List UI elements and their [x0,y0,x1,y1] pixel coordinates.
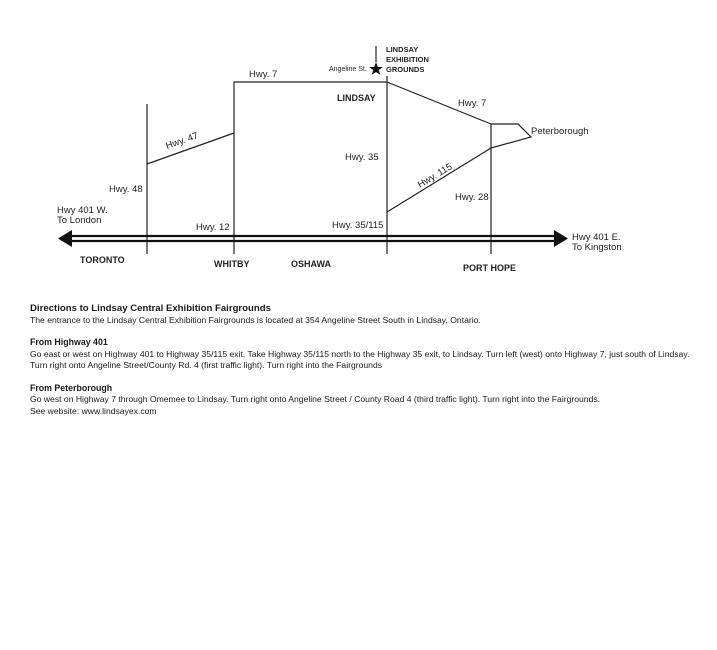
east-arrow-icon [554,230,568,247]
website-link[interactable]: See website: www.lindsayex.com [30,405,157,416]
port-hope-label: PORT HOPE [463,263,517,273]
hwy401e-label-2: To Kingston [572,242,622,253]
directions-title: Directions to Lindsay Central Exhibition Fairgrounds [30,303,271,314]
hwy401w-label-2: To London [57,215,102,226]
hwy401e-label-1: Hwy 401 E. [572,232,621,243]
lindsay-exhibition-label-1: LINDSAY [386,45,419,54]
from-highway-401-text: Go east or west on Highway 401 to Highway 35/115 exit. Take Highway 35/115 north to the Highway 35 exit, to Lindsay. Turn left (west) onto Highway 7, just south of Lindsay. Turn right onto Angeline Street/County Rd. 4 (first traffic light). Turn right into the Fairgrounds [30,348,690,370]
lindsay-exhibition-label-3: GROUNDS [386,65,425,74]
hwy35-label: Hwy. 35 [345,152,379,163]
toronto-label: TORONTO [80,255,125,265]
hwy115-label: Hwy. 115 [415,161,455,191]
west-arrow-icon [58,230,72,247]
lindsay-label: LINDSAY [337,93,376,103]
hwy35-115-label: Hwy. 35/115 [332,220,384,231]
fairgrounds-star-icon [369,62,383,75]
hwy401w-label-1: Hwy 401 W. [57,205,108,216]
peterborough-loop [491,124,531,148]
from-peterborough-section [30,383,690,418]
directions-intro: The entrance to the Lindsay Central Exhibition Fairgrounds is located at 354 Angeline Street South in Lindsay, Ontario. [30,314,481,325]
directions-section [30,303,690,417]
whitby-label: WHITBY [214,259,250,269]
hwy47-label: Hwy. 47 [164,130,200,152]
hwy7-right-label: Hwy. 7 [458,98,487,109]
oshawa-label: OSHAWA [291,259,332,269]
hwy7-top-label: Hwy. 7 [249,69,278,80]
from-highway-401-heading: From Highway 401 [30,337,108,347]
hwy48-label: Hwy. 48 [109,184,143,195]
angeline-st-label: Angeline St. [329,66,367,73]
peterborough-label: Peterborough [531,126,589,137]
from-peterborough-text: Go west on Highway 7 through Omemee to Lindsay. Turn right onto Angeline Street / County Road 4 (third traffic light). Turn right into the Fairgrounds. [30,394,601,404]
hwy28-label: Hwy. 28 [455,192,489,203]
hwy12-label: Hwy. 12 [196,222,230,233]
lindsay-exhibition-label-2: EXHIBITION [386,55,429,64]
from-highway-401-section [30,337,690,372]
from-peterborough-heading: From Peterborough [30,382,113,393]
road-map [0,0,717,290]
